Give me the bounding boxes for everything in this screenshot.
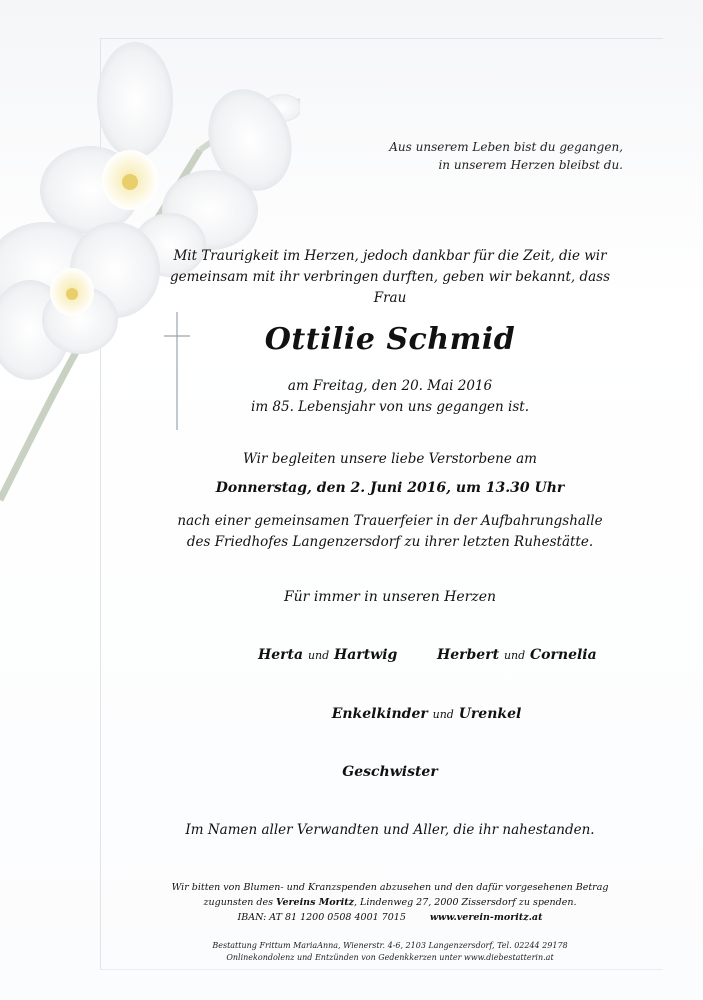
mourner-pair-1 <box>258 647 397 663</box>
footer-line-2: Onlinekondolenz und Entzünden von Gedenkkerzen unter www.diebestatterin.at <box>226 953 554 962</box>
intro-line-1: Mit Traurigkeit im Herzen, jedoch dankbar für die Zeit, die wir <box>173 248 607 264</box>
motto-line-1: Aus unserem Leben bist du gegangen, <box>389 140 623 154</box>
mourner-name: Cornelia <box>530 647 597 663</box>
intro-text <box>150 246 630 309</box>
motto <box>389 138 623 174</box>
und-connector: und <box>432 708 454 721</box>
donation-line-3 <box>150 910 630 925</box>
siblings: Geschwister <box>342 764 438 780</box>
mourner-pair-3 <box>0 706 703 722</box>
undertaker-footer <box>150 940 630 964</box>
death-line-2: im 85. Lebensjahr von uns gegangen ist. <box>251 399 529 415</box>
donation-text: zugunsten des <box>203 897 276 908</box>
mourner-name: Herta <box>258 647 304 663</box>
intro-line-2: gemeinsam mit ihr verbringen durften, geben wir bekannt, dass <box>169 269 611 285</box>
mourner-name: Enkelkinder <box>331 706 428 722</box>
und-connector: und <box>503 649 526 662</box>
donation-line-1: Wir bitten von Blumen- und Kranzspenden abzusehen und den dafür vorgesehenen Betrag <box>171 882 609 893</box>
footer-line-1: Bestattung Frittum MariaAnna, Wienerstr. 4-6, 2103 Langenzersdorf, Tel. 02244 29178 <box>212 941 568 950</box>
death-line-1: am Freitag, den 20. Mai 2016 <box>287 378 493 394</box>
donation-text: , Lindenweg 27, 2000 Zissersdorf zu spenden. <box>354 897 577 908</box>
closing-line: Im Namen aller Verwandten und Aller, die ihr nahestanden. <box>185 822 595 838</box>
funeral-date: Donnerstag, den 2. Juni 2016, um 13.30 Uhr <box>215 480 565 496</box>
intro-line-3: Frau <box>373 290 407 306</box>
funeral-line-2: des Friedhofes Langenzersdorf zu ihrer letzten Ruhestätte. <box>186 534 594 550</box>
mourner-name: Hartwig <box>334 647 398 663</box>
donation-line-2 <box>150 895 630 910</box>
motto-line-2: in unserem Herzen bleibst du. <box>438 158 623 172</box>
funeral-line-1: nach einer gemeinsamen Trauerfeier in der Aufbahrungshalle <box>177 513 603 529</box>
forever-line: Für immer in unseren Herzen <box>283 589 497 605</box>
iban: IBAN: AT 81 1200 0508 4001 7015 <box>237 912 406 923</box>
mourner-pair-2 <box>437 647 597 663</box>
death-info <box>150 376 630 418</box>
donation-notice <box>150 880 630 925</box>
mourner-name: Urenkel <box>458 706 522 722</box>
funeral-details <box>150 511 630 553</box>
charity-name: Vereins Moritz <box>275 897 354 908</box>
mourner-name: Herbert <box>437 647 500 663</box>
deceased-name: Ottilie Schmid <box>264 322 516 357</box>
funeral-intro: Wir begleiten unsere liebe Verstorbene am <box>243 451 537 467</box>
und-connector: und <box>307 649 330 662</box>
charity-website: www.verein-moritz.at <box>429 912 543 923</box>
